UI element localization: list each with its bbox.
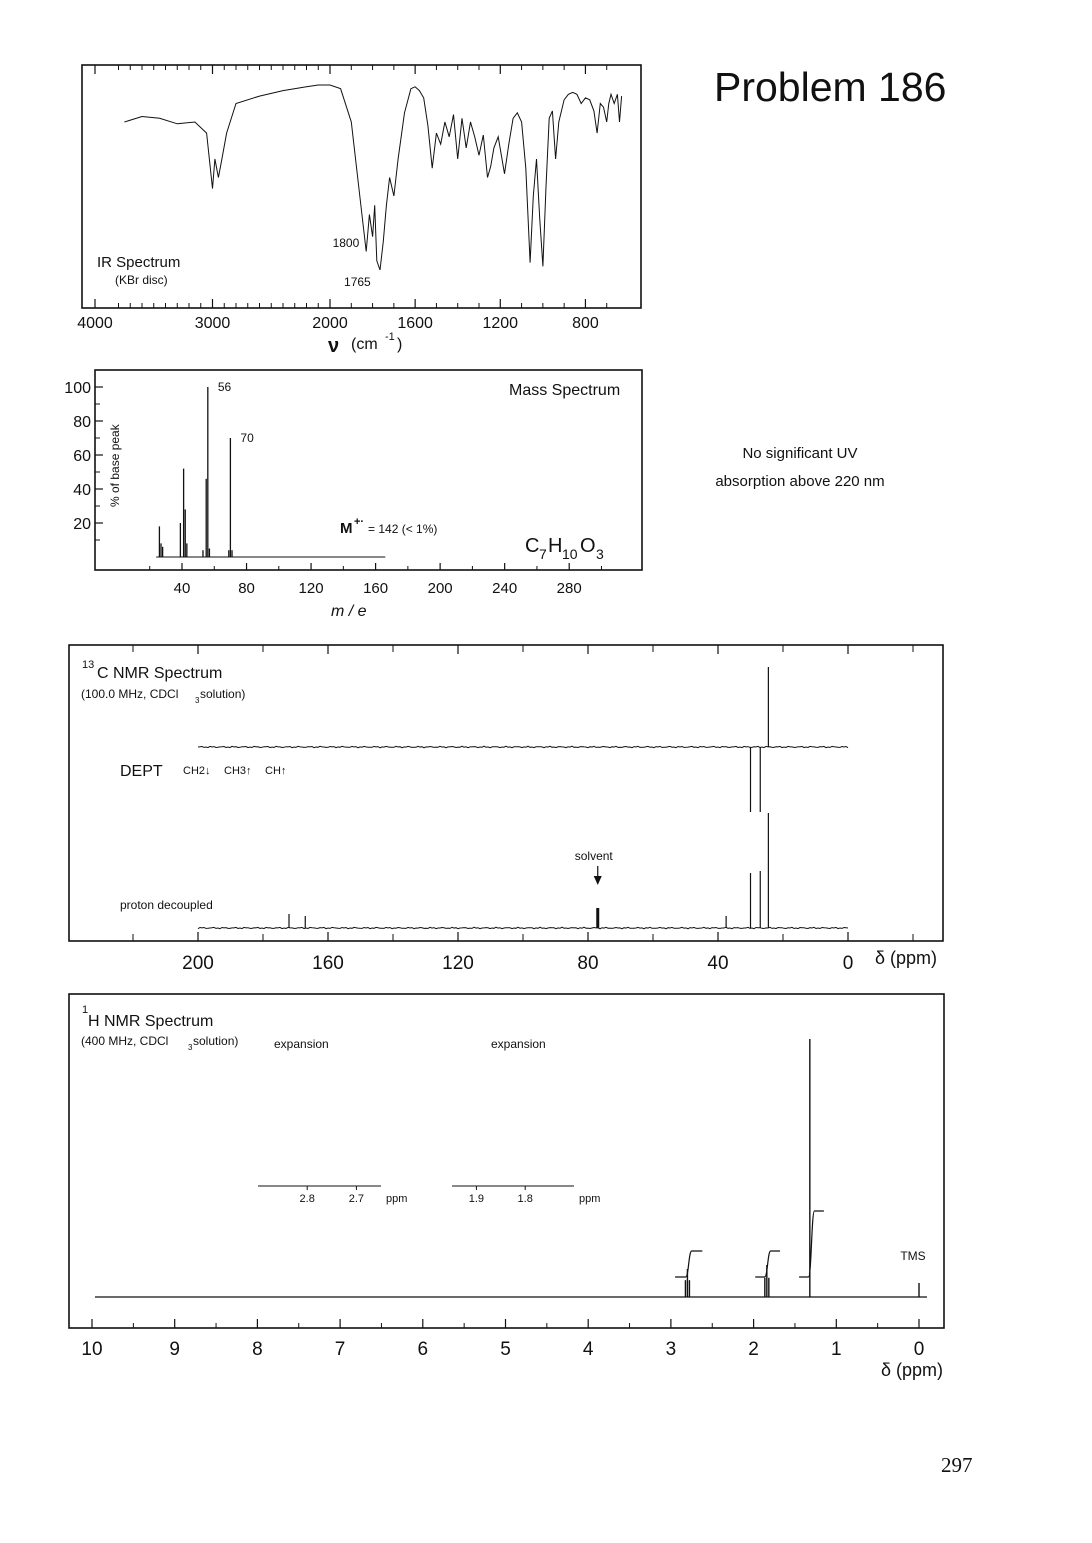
ms-x-tick-label: 280 bbox=[556, 580, 582, 597]
uv-note-line-1: No significant UV bbox=[742, 445, 858, 462]
expansion-label-1: expansion bbox=[274, 1037, 329, 1051]
expansion-inset-2 bbox=[452, 986, 600, 1205]
ms-molecular-ion-note bbox=[340, 516, 437, 537]
h1-x-tick-label: 3 bbox=[665, 1339, 677, 1360]
c13-title-main: C NMR Spectrum bbox=[97, 665, 223, 682]
c13-subtitle-main: (100.0 MHz, CDCl bbox=[81, 687, 179, 701]
ms-x-tick-label: 240 bbox=[492, 580, 518, 597]
formula-c: C bbox=[525, 535, 540, 557]
ms-formula bbox=[525, 535, 604, 562]
h1-x-tick-label: 7 bbox=[334, 1339, 346, 1360]
ms-x-tick-label: 160 bbox=[363, 580, 389, 597]
c13-nmr-chart bbox=[55, 638, 955, 978]
c13-x-tick-label: 160 bbox=[312, 953, 344, 974]
h1-title-main: H NMR Spectrum bbox=[88, 1013, 214, 1030]
expansion-2-unit: ppm bbox=[579, 1193, 601, 1205]
dept-legend-ch: CH↑ bbox=[265, 765, 287, 777]
h1-x-tick-label: 0 bbox=[913, 1339, 925, 1360]
c13-x-tick-label: 40 bbox=[707, 953, 729, 974]
h1-x-tick-label: 4 bbox=[582, 1339, 594, 1360]
ir-xlabel-exp: -1 bbox=[385, 331, 395, 343]
ir-title: IR Spectrum bbox=[97, 254, 181, 271]
h1-x-tick-label: 6 bbox=[417, 1339, 429, 1360]
proton-decoupled-label: proton decoupled bbox=[120, 898, 213, 912]
h1-subtitle bbox=[81, 1034, 238, 1052]
expansion-2-tick-a: 1.9 bbox=[468, 1193, 485, 1205]
ir-xlabel-close: ) bbox=[397, 336, 403, 353]
h1-x-tick-label: 2 bbox=[748, 1339, 759, 1360]
ir-x-tick-label: 2000 bbox=[312, 315, 348, 332]
h1-subtitle-end: solution) bbox=[193, 1034, 239, 1048]
h1-integral-curve bbox=[675, 1251, 702, 1277]
ir-frame bbox=[82, 65, 641, 308]
expansion-1-unit: ppm bbox=[386, 1193, 408, 1205]
ir-spectrum-chart bbox=[60, 55, 670, 365]
ms-xlabel: m / e bbox=[331, 603, 367, 620]
ir-x-axis-label bbox=[328, 331, 402, 357]
c13-title bbox=[82, 659, 222, 682]
ms-ylabel: % of base peak bbox=[108, 424, 122, 507]
h1-nmr-chart bbox=[55, 986, 965, 1386]
h1-integral-curve bbox=[799, 1211, 824, 1277]
ir-subtitle: (KBr disc) bbox=[115, 273, 168, 287]
ir-annotation-1800: 1800 bbox=[332, 236, 360, 250]
ms-mplus-m: M bbox=[340, 520, 353, 537]
formula-h: H bbox=[548, 535, 563, 557]
ms-y-tick-label: 80 bbox=[73, 414, 91, 431]
ir-x-tick-label: 1600 bbox=[397, 315, 433, 332]
expansion-1-tick-a: 2.8 bbox=[299, 1193, 315, 1205]
expansion-label-2: expansion bbox=[491, 1037, 546, 1051]
h1-x-tick-label: 1 bbox=[831, 1339, 842, 1360]
solvent-arrow-head bbox=[594, 876, 602, 885]
formula-c-count: 7 bbox=[539, 546, 547, 562]
ms-x-tick-label: 80 bbox=[238, 580, 255, 597]
ms-mplus-value: = 142 (< 1%) bbox=[368, 522, 438, 536]
ir-x-tick-label: 3000 bbox=[194, 315, 231, 332]
h1-x-tick-label: 5 bbox=[500, 1339, 511, 1360]
c13-subtitle-end: solution) bbox=[200, 687, 246, 701]
solvent-arrow-icon bbox=[594, 866, 602, 885]
ir-xlabel-nu: ν bbox=[328, 335, 340, 357]
ms-peak-label-56: 56 bbox=[217, 380, 232, 394]
mass-spectrum-chart bbox=[55, 362, 655, 627]
ir-xlabel-unit: (cm bbox=[351, 336, 378, 353]
ms-x-tick-label: 40 bbox=[173, 580, 191, 597]
solvent-label: solvent bbox=[574, 849, 613, 863]
page-title: Problem 186 bbox=[714, 64, 947, 110]
ms-peak-label-70: 70 bbox=[240, 431, 254, 445]
c13-title-sup: 13 bbox=[82, 659, 95, 671]
h1-x-tick-label: 9 bbox=[169, 1339, 180, 1360]
h1-integral-curve bbox=[755, 1251, 780, 1277]
c13-xlabel: δ (ppm) bbox=[875, 948, 938, 968]
dept-legend bbox=[183, 765, 286, 777]
uv-note bbox=[690, 440, 910, 496]
dept-legend-ch2: CH2↓ bbox=[183, 765, 211, 777]
ir-trace bbox=[124, 85, 621, 270]
ms-y-tick-label: 100 bbox=[64, 380, 91, 397]
formula-h-count: 10 bbox=[562, 546, 578, 562]
ms-x-tick-label: 200 bbox=[427, 580, 453, 597]
dept-label: DEPT bbox=[120, 763, 163, 780]
formula-o: O bbox=[580, 535, 596, 557]
ms-y-tick-label: 20 bbox=[73, 516, 91, 533]
c13-x-tick-label: 200 bbox=[182, 953, 214, 974]
ir-x-tick-label: 800 bbox=[572, 315, 599, 332]
h1-title-sup: 1 bbox=[82, 1004, 89, 1016]
ir-x-tick-label: 4000 bbox=[77, 315, 113, 332]
tms-label: TMS bbox=[900, 1249, 926, 1263]
c13-subtitle bbox=[81, 687, 245, 705]
h1-xlabel: δ (ppm) bbox=[881, 1360, 944, 1380]
c13-x-tick-label: 80 bbox=[577, 953, 599, 974]
ms-mplus-sup: +· bbox=[354, 516, 365, 528]
ms-x-tick-label: 120 bbox=[298, 580, 324, 597]
ms-title: Mass Spectrum bbox=[509, 382, 621, 399]
ms-y-tick-label: 40 bbox=[73, 482, 91, 499]
ir-annotation-1765: 1765 bbox=[344, 275, 371, 289]
formula-o-count: 3 bbox=[596, 546, 604, 562]
c13-x-tick-label: 0 bbox=[842, 953, 854, 974]
c13-x-tick-label: 120 bbox=[442, 953, 474, 974]
h1-x-tick-label: 10 bbox=[81, 1339, 103, 1360]
h1-title bbox=[82, 1004, 213, 1030]
uv-note-line-2: absorption above 220 nm bbox=[715, 473, 885, 490]
dept-legend-ch3: CH3↑ bbox=[224, 765, 252, 777]
ms-y-tick-label: 60 bbox=[73, 448, 91, 465]
h1-subtitle-main: (400 MHz, CDCl bbox=[81, 1034, 169, 1048]
h1-subtitle-sub: 3 bbox=[188, 1043, 193, 1052]
expansion-2-tick-b: 1.8 bbox=[517, 1193, 533, 1205]
h1-x-tick-label: 8 bbox=[252, 1339, 263, 1360]
page-number: 297 bbox=[941, 1453, 973, 1477]
c13-subtitle-sub: 3 bbox=[195, 696, 200, 705]
ir-x-tick-label: 1200 bbox=[482, 315, 519, 332]
expansion-1-tick-b: 2.7 bbox=[348, 1193, 365, 1205]
expansion-inset-1 bbox=[258, 986, 407, 1205]
